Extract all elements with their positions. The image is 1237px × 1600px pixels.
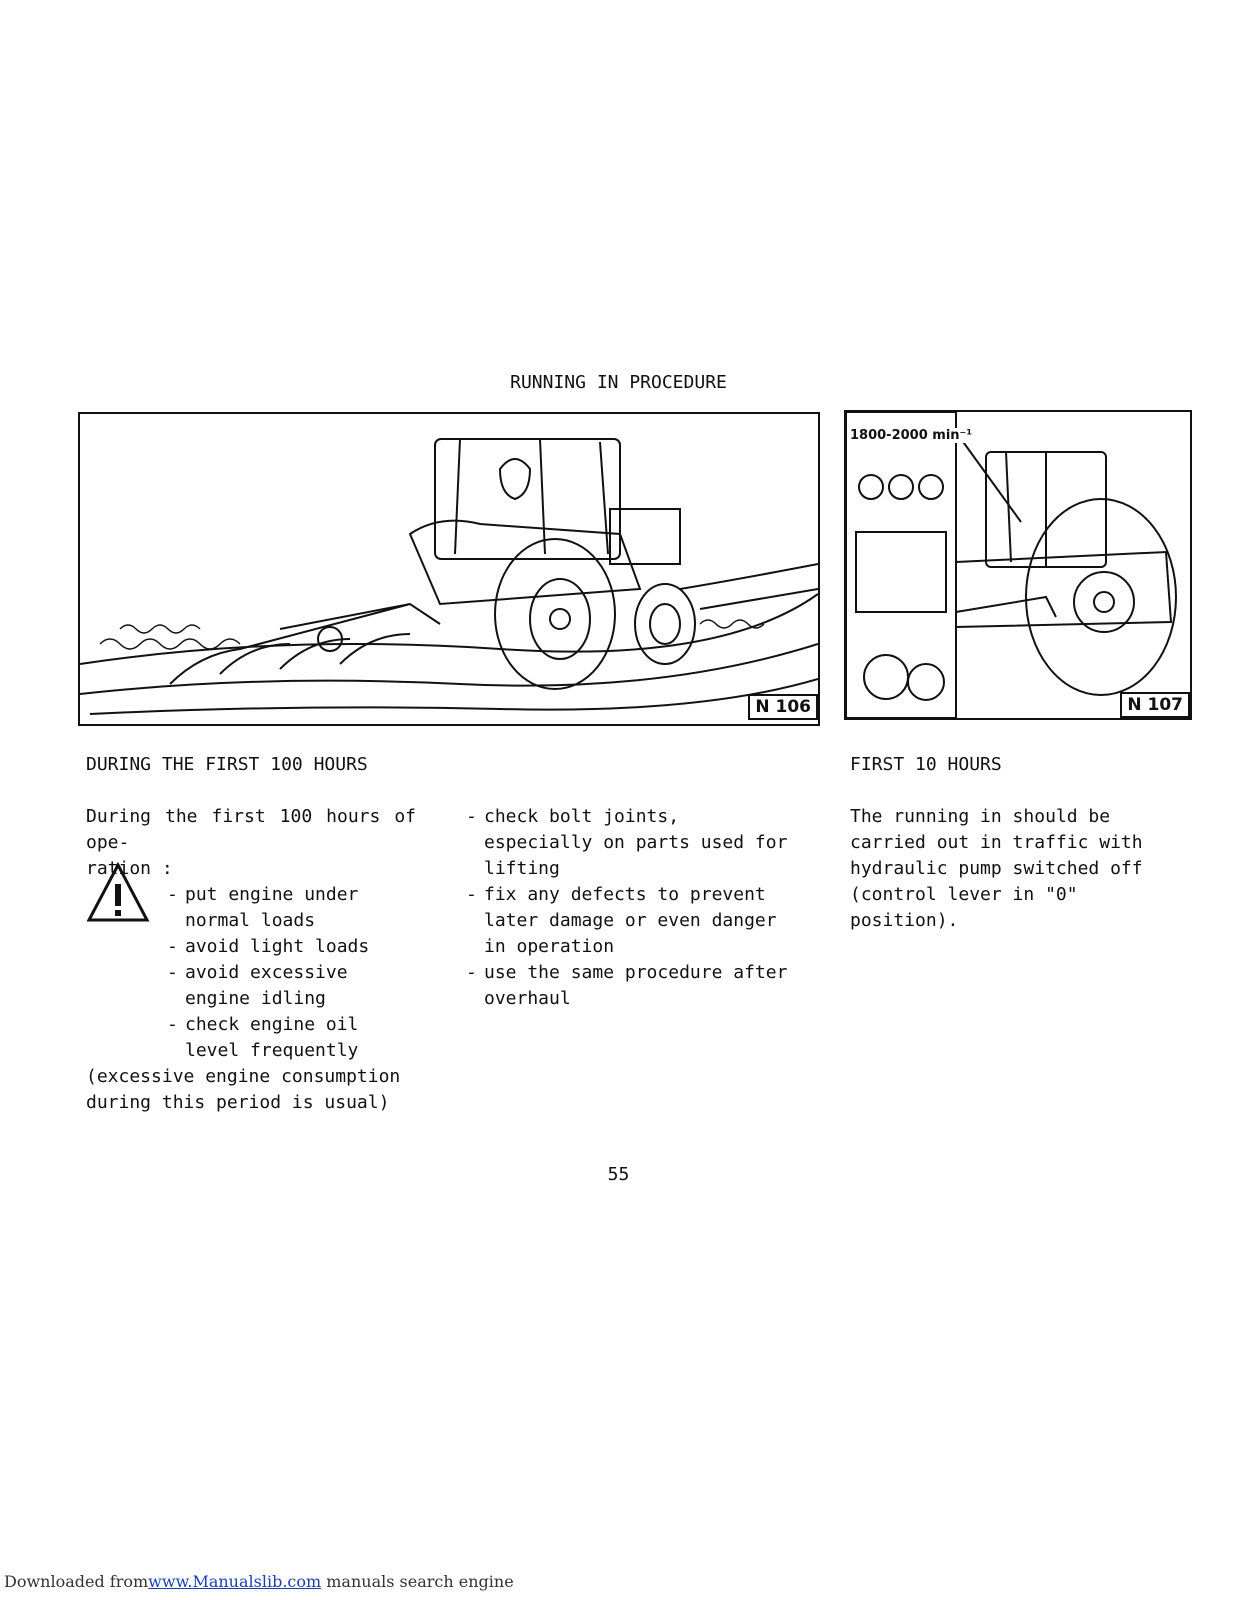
footer-prefix: Downloaded from — [4, 1572, 149, 1591]
intro-text-line2: ration : — [86, 858, 173, 879]
figure-label-n106: N 106 — [748, 694, 818, 720]
left-bullet-list — [167, 882, 416, 1064]
rpm-range-label: 1800-2000 min⁻¹ — [850, 428, 973, 443]
intro-text-line1: During the first 100 hours of ope- — [86, 806, 416, 853]
middle-bullet-list — [466, 804, 798, 1012]
figure-label-n107: N 107 — [1120, 692, 1190, 718]
manualslib-link[interactable]: www.Manualslib.com — [148, 1572, 322, 1591]
figure-tractor-rear — [844, 410, 1192, 720]
first-10-hours-text: The running in should be carried out in traffic with hydraulic pump switched off (control lever in "0" position). — [850, 806, 1143, 931]
list-item: - put engine under normal loads — [167, 882, 416, 934]
right-column — [850, 804, 1182, 934]
list-item: - use the same procedure after overhaul — [466, 960, 798, 1012]
footer-suffix: manuals search engine — [321, 1572, 514, 1591]
consumption-note: (excessive engine consumption during this period is usual) — [86, 1066, 401, 1113]
figure-tractor-plowing — [78, 412, 820, 726]
list-item: - check bolt joints, especially on parts used for lifting — [466, 804, 798, 882]
list-item: - fix any defects to prevent later damage or even danger in operation — [466, 882, 798, 960]
list-item: - avoid light loads — [167, 934, 416, 960]
download-footer — [4, 1572, 514, 1591]
heading-first-100-hours: DURING THE FIRST 100 HOURS — [86, 754, 368, 775]
tractor-rear-view-illustration — [846, 412, 1190, 718]
left-column — [86, 804, 416, 1116]
list-item: - check engine oil level frequently — [167, 1012, 416, 1064]
middle-column — [466, 804, 798, 1012]
heading-first-10-hours: FIRST 10 HOURS — [850, 754, 1002, 775]
page-number: 55 — [607, 1164, 630, 1185]
tractor-plowing-illustration — [80, 414, 818, 724]
warning-triangle-icon — [86, 862, 150, 928]
page-title: RUNNING IN PROCEDURE — [510, 372, 727, 393]
list-item: - avoid excessive engine idling — [167, 960, 416, 1012]
